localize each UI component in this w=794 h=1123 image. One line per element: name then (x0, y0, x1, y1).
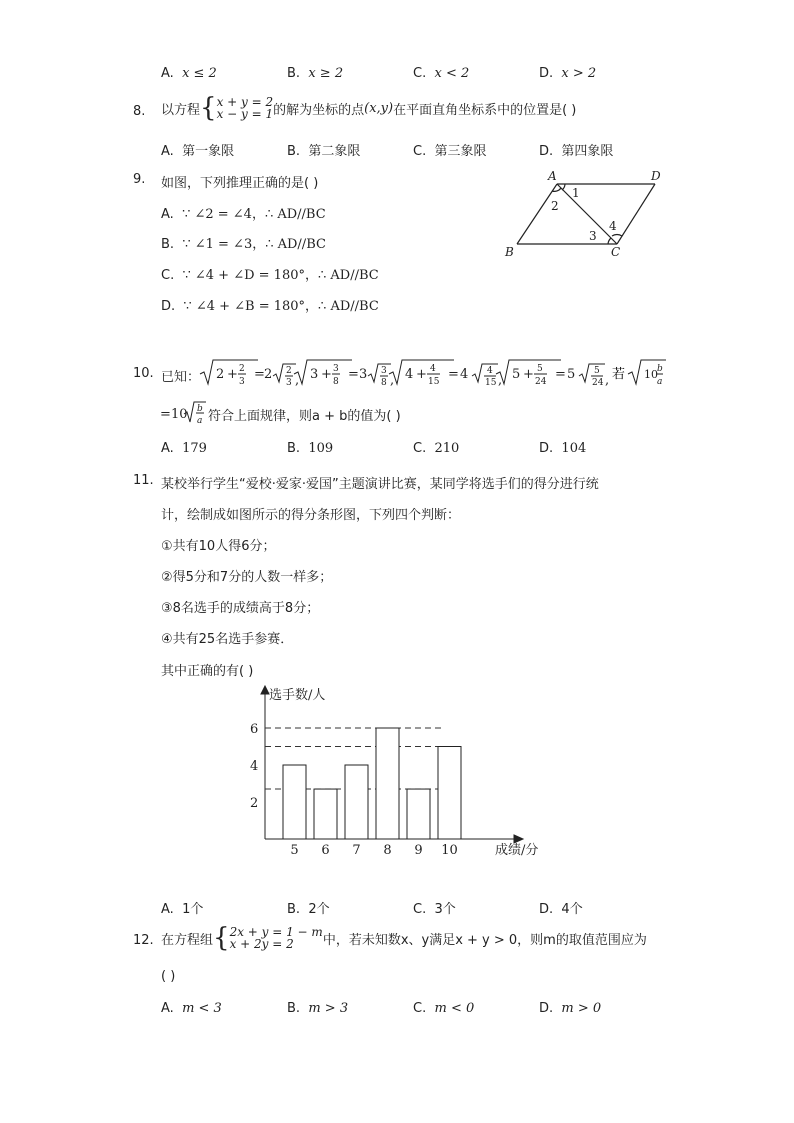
brace-symbol: { (213, 923, 230, 953)
bar-score-8 (376, 728, 399, 839)
q8-option-b[interactable]: B. 第二象限 (287, 144, 361, 159)
label-angle-4: 4 (609, 219, 617, 233)
denominator: 3 (239, 377, 245, 387)
q7-option-d[interactable]: D. x > 2 (539, 66, 597, 81)
coefficient: 2 (264, 367, 273, 382)
question-number: 11. (133, 473, 154, 488)
x-tick-label: 9 (414, 843, 423, 858)
q8-option-a[interactable]: A. 第一象限 (161, 144, 235, 159)
svg-text:=: = (348, 367, 359, 382)
q9-option-b[interactable]: B. ∵ ∠1 = ∠3，∴ AD//BC (161, 237, 326, 252)
segment-dc (617, 184, 655, 244)
numerator: 5 (594, 366, 600, 376)
y-tick-label: 2 (250, 796, 259, 811)
svg-text:=: = (555, 367, 566, 382)
y-tick-label: 4 (250, 759, 259, 774)
x-axis-label: 成绩/分 (495, 843, 539, 858)
label-c: C (611, 245, 621, 259)
numerator: 4 (487, 366, 493, 376)
denominator: 24 (535, 377, 547, 387)
x-tick-label: 5 (290, 843, 299, 858)
q11-option-c[interactable]: C. 3个 (413, 902, 456, 917)
radicand-int: 4 (405, 367, 414, 382)
q10-option-c[interactable]: C. 210 (413, 441, 460, 456)
equation-system: x + y = 2 x − y = 1 (216, 95, 274, 121)
numerator: 3 (381, 366, 387, 376)
svg-text:,: , (605, 373, 610, 388)
radicand-int: 10 (644, 368, 658, 381)
svg-text:+: + (227, 367, 238, 382)
q12-option-b[interactable]: B. m > 3 (287, 1001, 349, 1016)
judgment-3: ③8名选手的成绩高于8分； (161, 601, 320, 616)
question-stem-line2: 计，绘制成如图所示的得分条形图，下列四个判断： (161, 508, 461, 523)
denominator: 24 (592, 378, 604, 388)
svg-text:=: = (448, 367, 459, 382)
angle-mark-1 (562, 184, 565, 190)
numerator: 2 (239, 364, 245, 374)
q9-option-d[interactable]: D. ∵ ∠4 + ∠B = 180°，∴ AD//BC (161, 299, 379, 314)
radicand-int: 2 (216, 367, 225, 382)
label-a: A (548, 169, 557, 183)
svg-text:+: + (523, 367, 534, 382)
svg-text:,: , (498, 373, 503, 388)
bar-score-9 (407, 789, 430, 839)
denominator: a (657, 377, 663, 387)
denominator: 8 (333, 377, 339, 387)
denominator: 15 (485, 378, 497, 388)
q7-option-c[interactable]: C. x < 2 (413, 66, 470, 81)
q12-option-a[interactable]: A. m < 3 (161, 1001, 222, 1016)
q9-option-a[interactable]: A. ∵ ∠2 = ∠4，∴ AD//BC (161, 207, 326, 222)
brace-symbol: { (200, 93, 217, 123)
numerator: b (657, 364, 663, 374)
coefficient: 5 (567, 367, 576, 382)
numerator: 4 (430, 364, 436, 374)
denominator: a (197, 416, 203, 426)
q7-option-b[interactable]: B. x ≥ 2 (287, 66, 344, 81)
segment-ac (557, 184, 617, 244)
label-angle-3: 3 (589, 229, 597, 243)
q10-option-d[interactable]: D. 104 (539, 441, 587, 456)
bar-score-10 (438, 747, 461, 840)
question-stem: 以方程 { x + y = 2 x − y = 1 的解为坐标的点 (x,y) 在平面直角坐标系中的位置是( ) (161, 93, 577, 123)
question-number: 10. (133, 366, 154, 381)
question-stem: 在方程组 { 2x + y = 1 − m x + 2y = 2 中，若未知数x、y满足x + y > 0，则m的取值范围应为 (161, 923, 647, 953)
radicand-int: 5 (512, 367, 521, 382)
if-word: 若 (612, 367, 626, 382)
label-b: B (505, 245, 514, 259)
bar-score-7 (345, 765, 368, 839)
coefficient: 4 (460, 367, 469, 382)
denominator: 8 (381, 378, 387, 388)
label-angle-2: 2 (551, 199, 559, 213)
q7-option-a[interactable]: A. x ≤ 2 (161, 66, 217, 81)
svg-text:=: = (254, 367, 265, 382)
svg-text:,: , (295, 373, 300, 388)
y-axis-label: 选手数/人 (269, 688, 326, 703)
question-tail: 符合上面规律，则a + b的值为( ) (208, 409, 401, 424)
radical-sign (273, 364, 296, 382)
svg-text:,: , (390, 373, 395, 388)
judgment-1: ①共有10人得6分； (161, 539, 276, 554)
judgment-4: ④共有25名选手参赛． (161, 632, 294, 647)
bar-score-6 (314, 789, 337, 839)
q8-option-c[interactable]: C. 第三象限 (413, 144, 487, 159)
answer-paren: ( ) (161, 969, 176, 984)
denominator: 3 (286, 378, 292, 388)
svg-text:+: + (321, 367, 332, 382)
numerator: b (197, 404, 203, 414)
q10-option-a[interactable]: A. 179 (161, 441, 207, 456)
x-tick-label: 6 (321, 843, 330, 858)
numerator: 5 (537, 364, 543, 374)
q9-option-c[interactable]: C. ∵ ∠4 + ∠D = 180°，∴ AD//BC (161, 268, 379, 283)
svg-text:=: = (160, 407, 171, 422)
x-tick-label: 8 (383, 843, 392, 858)
parallelogram-figure (495, 166, 675, 266)
q12-option-c[interactable]: C. m < 0 (413, 1001, 475, 1016)
question-ask: 其中正确的有( ) (161, 664, 254, 679)
equation-system: 2x + y = 1 − m x + 2y = 2 (229, 925, 323, 951)
q8-option-d[interactable]: D. 第四象限 (539, 144, 614, 159)
q10-option-b[interactable]: B. 109 (287, 441, 334, 456)
bar-score-5 (283, 765, 306, 839)
q11-option-d[interactable]: D. 4个 (539, 902, 583, 917)
numerator: 3 (333, 364, 339, 374)
question-stem-line1: 某校举行学生“爱校·爱家·爱国”主题演讲比赛，某同学将选手们的得分进行统 (161, 477, 599, 492)
numerator: 2 (286, 366, 292, 376)
q11-option-a[interactable]: A. 1个 (161, 902, 204, 917)
judgment-2: ②得5分和7分的人数一样多； (161, 570, 333, 585)
question-number: 8. (133, 104, 146, 119)
radical-sign (368, 364, 391, 382)
q12-option-d[interactable]: D. m > 0 (539, 1001, 602, 1016)
label-d: D (651, 169, 661, 183)
radical-rhs (158, 398, 208, 428)
q11-option-b[interactable]: B. 2个 (287, 902, 330, 917)
question-prefix: 已知： (161, 370, 201, 385)
question-number: 9. (133, 172, 146, 187)
y-tick-label: 6 (250, 722, 259, 737)
y-axis-arrow (261, 686, 269, 694)
x-tick-label: 7 (352, 843, 361, 858)
x-tick-label: 10 (441, 843, 458, 858)
radical-sequence (198, 356, 668, 390)
coefficient: 10 (171, 407, 188, 422)
angle-mark-3 (608, 238, 611, 244)
x-axis-arrow (514, 835, 523, 843)
segment-ab (517, 184, 557, 244)
denominator: 15 (428, 377, 440, 387)
label-angle-1: 1 (572, 186, 580, 200)
question-number: 12. (133, 933, 154, 948)
score-bar-chart (240, 682, 560, 862)
svg-text:+: + (416, 367, 427, 382)
radicand-int: 3 (310, 367, 319, 382)
angle-mark-4 (612, 234, 622, 236)
coefficient: 3 (359, 367, 368, 382)
question-stem: 如图，下列推理正确的是( ) (161, 176, 319, 191)
